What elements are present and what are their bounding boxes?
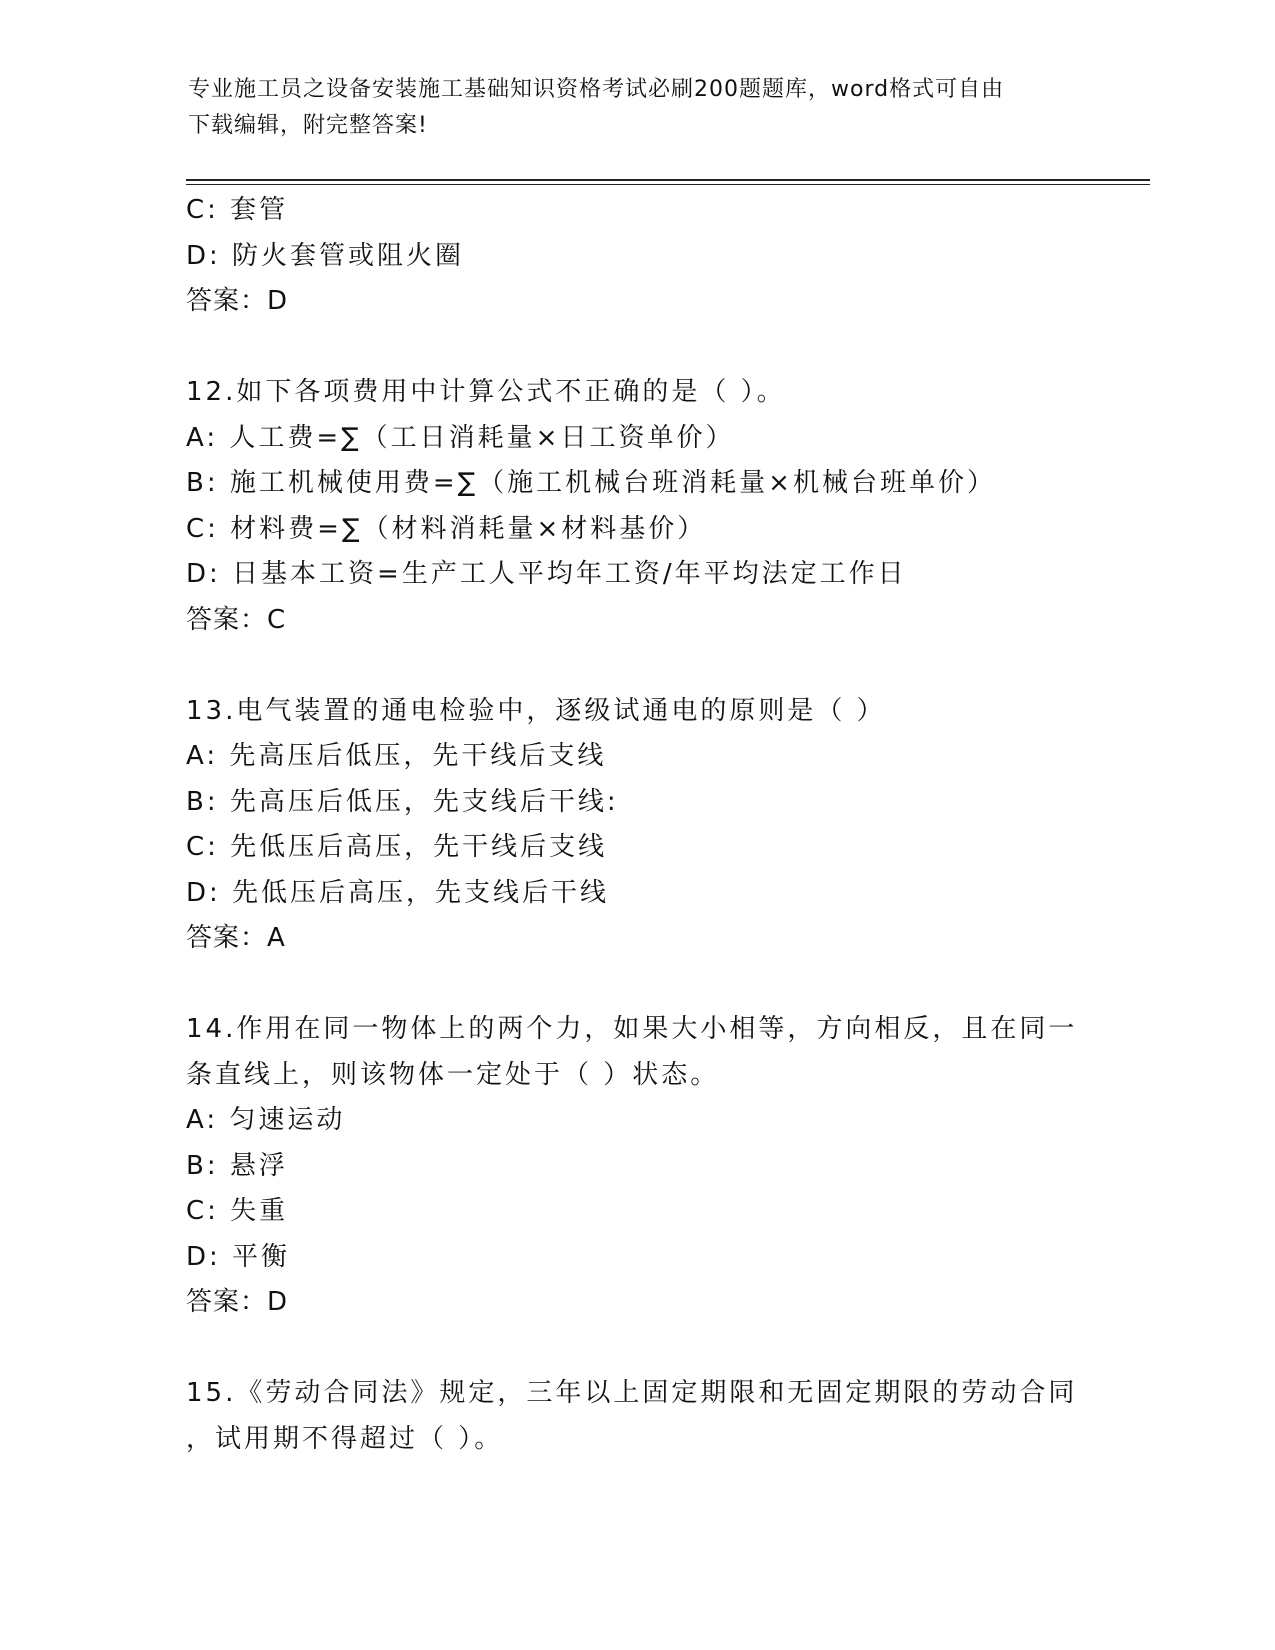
option-c: C: 失重 bbox=[186, 1196, 289, 1226]
option-d: D: 防火套管或阻火圈 bbox=[186, 240, 465, 271]
option-b: B: 施工机械使用费=∑（施工机械台班消耗量×机械台班单价） bbox=[186, 468, 996, 498]
spacer bbox=[186, 643, 1086, 689]
answer-line: 答案：D bbox=[186, 1287, 289, 1317]
question-stem-line-2: 条直线上，则该物体一定处于（ ）状态。 bbox=[186, 1059, 720, 1090]
option-d: D: 平衡 bbox=[186, 1241, 291, 1272]
option-d: D: 先低压后高压，先支线后干线 bbox=[186, 877, 610, 908]
spacer bbox=[186, 962, 1086, 1008]
option-c: C: 套管 bbox=[186, 195, 289, 225]
question-14 bbox=[186, 1007, 1086, 1326]
spacer bbox=[186, 325, 1086, 371]
option-d: D: 日基本工资=生产工人平均年工资/年平均法定工作日 bbox=[186, 559, 907, 589]
option-c: C: 材料费=∑（材料消耗量×材料基价） bbox=[186, 513, 707, 544]
question-12 bbox=[186, 370, 1086, 643]
answer-line: 答案：C bbox=[186, 604, 287, 635]
question-13 bbox=[186, 689, 1086, 962]
spacer bbox=[186, 1326, 1086, 1372]
option-a: A: 人工费=∑（工日消耗量×日工资单价） bbox=[186, 422, 735, 453]
option-a: A: 匀速运动 bbox=[186, 1105, 346, 1135]
header-divider bbox=[186, 179, 1150, 185]
question-content bbox=[186, 188, 1086, 1462]
header-line-2: 下载编辑，附完整答案! bbox=[188, 113, 428, 138]
option-a: A: 先高压后低压，先干线后支线 bbox=[186, 741, 607, 771]
question-15 bbox=[186, 1371, 1086, 1462]
option-b: B: 先高压后低压，先支线后干线: bbox=[186, 786, 619, 817]
option-b: B: 悬浮 bbox=[186, 1150, 288, 1181]
header-line-1: 专业施工员之设备安装施工基础知识资格考试必刷200题题库，word格式可自由 bbox=[188, 77, 1005, 102]
answer-line: 答案：A bbox=[186, 923, 286, 953]
answer-line: 答案：D bbox=[186, 286, 289, 316]
question-11-tail bbox=[186, 188, 1086, 325]
question-stem: 12.如下各项费用中计算公式不正确的是（ ）。 bbox=[186, 377, 786, 407]
question-stem-line-1: 14.作用在同一物体上的两个力，如果大小相等，方向相反，且在同一 bbox=[186, 1014, 1078, 1044]
question-stem-line-1: 15.《劳动合同法》规定，三年以上固定期限和无固定期限的劳动合同 bbox=[186, 1378, 1078, 1408]
document-header bbox=[188, 72, 1068, 144]
option-c: C: 先低压后高压，先干线后支线 bbox=[186, 832, 608, 862]
question-stem-line-2: ，试用期不得超过（ ）。 bbox=[186, 1423, 504, 1454]
question-stem: 13.电气装置的通电检验中，逐级试通电的原则是（ ） bbox=[186, 695, 886, 726]
